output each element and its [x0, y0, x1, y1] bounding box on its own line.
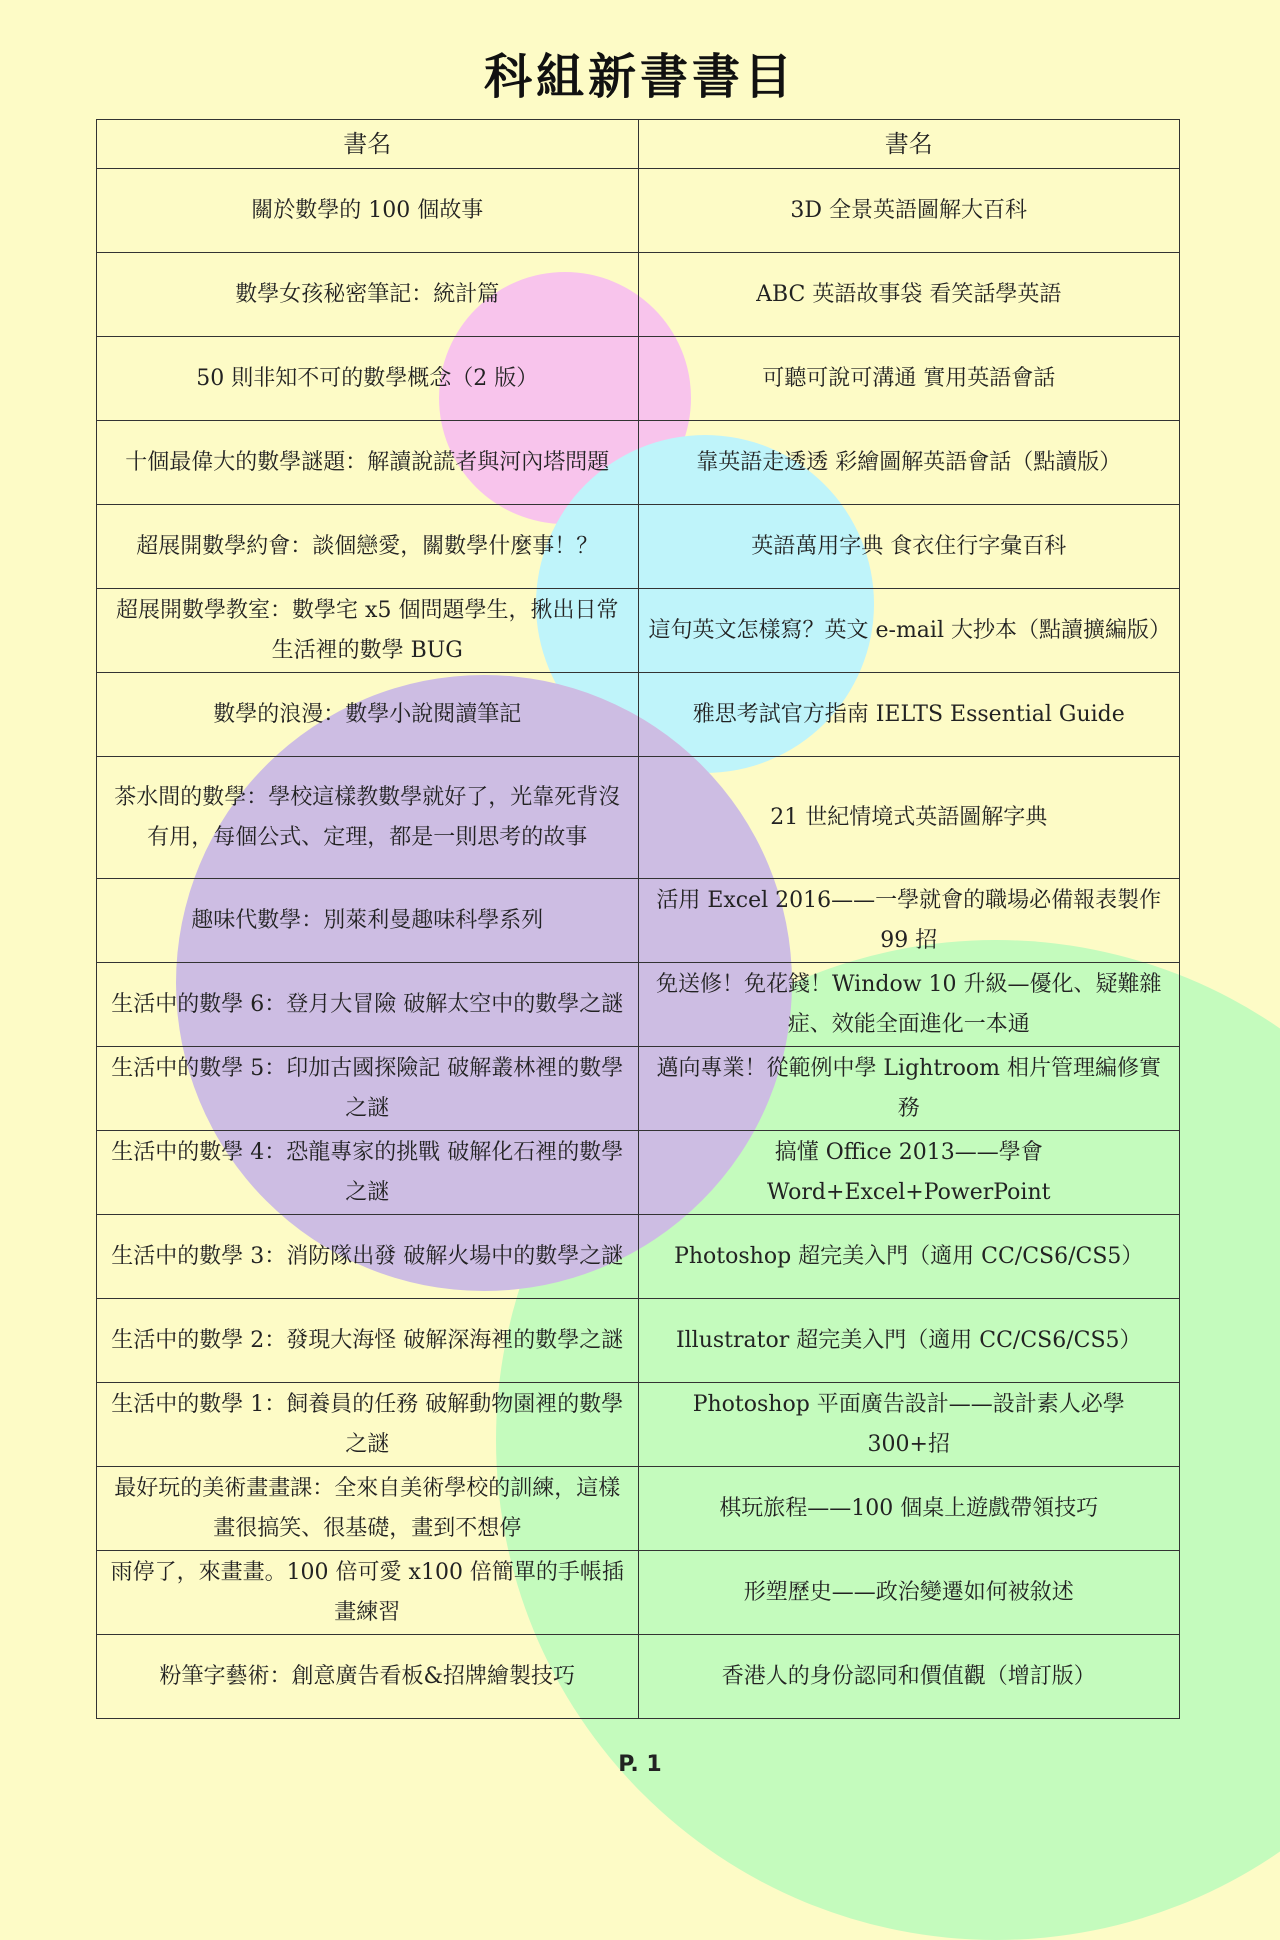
- book-title-cell: 活用 Excel 2016——一學就會的職場必備報表製作 99 招: [638, 879, 1180, 963]
- table-row: [97, 169, 1180, 253]
- book-title-cell: 香港人的身份認同和價值觀（增訂版）: [638, 1635, 1180, 1719]
- book-title-cell: ABC 英語故事袋 看笑話學英語: [638, 253, 1180, 337]
- book-title-cell: 雨停了，來畫畫。100 倍可愛 x100 倍簡單的手帳插畫練習: [97, 1551, 639, 1635]
- book-title-cell: Photoshop 超完美入門（適用 CC/CS6/CS5）: [638, 1215, 1180, 1299]
- book-title-cell: 趣味代數學：別萊利曼趣味科學系列: [97, 879, 639, 963]
- book-title-cell: 生活中的數學 1：飼養員的任務 破解動物園裡的數學之謎: [97, 1383, 639, 1467]
- table-row: [97, 1635, 1180, 1719]
- table-row: [97, 963, 1180, 1047]
- table-row: [97, 879, 1180, 963]
- book-title-cell: 生活中的數學 5：印加古國探險記 破解叢林裡的數學之謎: [97, 1047, 639, 1131]
- table-row: [97, 1467, 1180, 1551]
- book-title-cell: Illustrator 超完美入門（適用 CC/CS6/CS5）: [638, 1299, 1180, 1383]
- book-title-cell: 免送修！免花錢！Window 10 升級—優化、疑難雜症、效能全面進化一本通: [638, 963, 1180, 1047]
- table-row: [97, 421, 1180, 505]
- table-row: [97, 1551, 1180, 1635]
- table-row: [97, 1215, 1180, 1299]
- book-title-cell: 關於數學的 100 個故事: [97, 169, 639, 253]
- book-title-cell: 生活中的數學 4：恐龍專家的挑戰 破解化石裡的數學之謎: [97, 1131, 639, 1215]
- book-title-cell: 粉筆字藝術：創意廣告看板&招牌繪製技巧: [97, 1635, 639, 1719]
- table-row: [97, 589, 1180, 673]
- book-title-cell: 茶水間的數學：學校這樣教數學就好了，光靠死背沒有用，每個公式、定理，都是一則思考的故事: [97, 757, 639, 879]
- book-title-cell: 數學的浪漫：數學小說閱讀筆記: [97, 673, 639, 757]
- table-row: [97, 505, 1180, 589]
- table-row: [97, 1383, 1180, 1467]
- book-title-cell: 靠英語走透透 彩繪圖解英語會話（點讀版）: [638, 421, 1180, 505]
- table-row: [97, 1131, 1180, 1215]
- book-title-cell: 生活中的數學 6：登月大冒險 破解太空中的數學之謎: [97, 963, 639, 1047]
- book-title-cell: 雅思考試官方指南 IELTS Essential Guide: [638, 673, 1180, 757]
- column-header: 書名: [638, 120, 1180, 169]
- book-title-cell: 棋玩旅程——100 個桌上遊戲帶領技巧: [638, 1467, 1180, 1551]
- book-title-cell: 超展開數學約會：談個戀愛，關數學什麼事！？: [97, 505, 639, 589]
- book-title-cell: 生活中的數學 3：消防隊出發 破解火場中的數學之謎: [97, 1215, 639, 1299]
- page-title: 科組新書書目: [483, 49, 796, 105]
- book-title-cell: 數學女孩秘密筆記：統計篇: [97, 253, 639, 337]
- book-title-cell: 超展開數學教室：數學宅 x5 個問題學生，揪出日常生活裡的數學 BUG: [97, 589, 639, 673]
- table-header-row: [97, 120, 1180, 169]
- book-title-cell: 50 則非知不可的數學概念（2 版）: [97, 337, 639, 421]
- book-title-cell: 邁向專業！從範例中學 Lightroom 相片管理編修實務: [638, 1047, 1180, 1131]
- book-title-cell: 最好玩的美術畫畫課：全來自美術學校的訓練，這樣畫很搞笑、很基礎，畫到不想停: [97, 1467, 639, 1551]
- book-list-table: [96, 119, 1180, 1719]
- book-title-cell: 英語萬用字典 食衣住行字彙百科: [638, 505, 1180, 589]
- page-number: P. 1: [618, 1752, 662, 1777]
- table-row: [97, 337, 1180, 421]
- book-title-cell: 這句英文怎樣寫？英文 e-mail 大抄本（點讀擴編版）: [638, 589, 1180, 673]
- table-row: [97, 673, 1180, 757]
- table-row: [97, 253, 1180, 337]
- table-row: [97, 1299, 1180, 1383]
- table-row: [97, 1047, 1180, 1131]
- table-row: [97, 757, 1180, 879]
- book-title-cell: 形塑歷史——政治變遷如何被敘述: [638, 1551, 1180, 1635]
- book-title-cell: Photoshop 平面廣告設計——設計素人必學 300+招: [638, 1383, 1180, 1467]
- book-title-cell: 十個最偉大的數學謎題：解讀說謊者與河內塔問題: [97, 421, 639, 505]
- book-title-cell: 可聽可說可溝通 實用英語會話: [638, 337, 1180, 421]
- column-header: 書名: [97, 120, 639, 169]
- book-title-cell: 搞懂 Office 2013——學會 Word+Excel+PowerPoint: [638, 1131, 1180, 1215]
- book-title-cell: 生活中的數學 2：發現大海怪 破解深海裡的數學之謎: [97, 1299, 639, 1383]
- book-title-cell: 21 世紀情境式英語圖解字典: [638, 757, 1180, 879]
- book-title-cell: 3D 全景英語圖解大百科: [638, 169, 1180, 253]
